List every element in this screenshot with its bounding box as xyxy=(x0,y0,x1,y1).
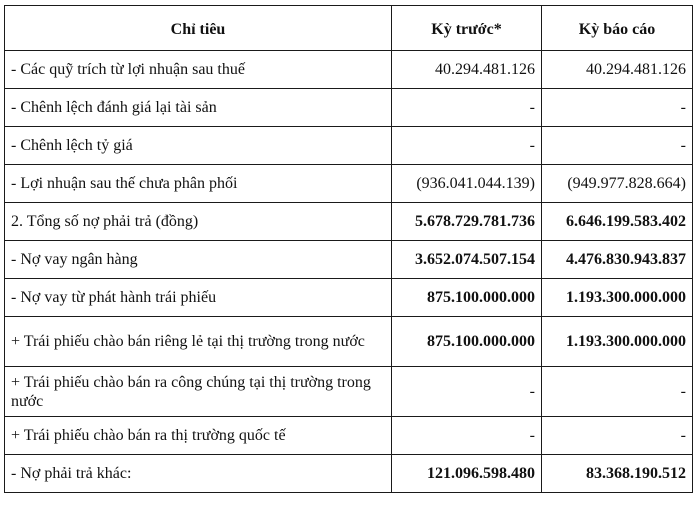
row-previous-value: 875.100.000.000 xyxy=(392,279,542,317)
table-row xyxy=(5,367,693,417)
table-row xyxy=(5,89,693,127)
row-current-value: - xyxy=(542,367,693,417)
row-current-value: 1.193.300.000.000 xyxy=(542,279,693,317)
row-current-value: 40.294.481.126 xyxy=(542,51,693,89)
row-label: - Nợ phải trả khác: xyxy=(5,455,392,493)
row-previous-value: 5.678.729.781.736 xyxy=(392,203,542,241)
row-label: - Chênh lệch đánh giá lại tài sản xyxy=(5,89,392,127)
row-label: - Nợ vay ngân hàng xyxy=(5,241,392,279)
row-label: + Trái phiếu chào bán riêng lẻ tại thị trường trong nước xyxy=(5,317,392,367)
row-label: 2. Tổng số nợ phải trả (đồng) xyxy=(5,203,392,241)
header-previous-period: Kỳ trước* xyxy=(392,6,542,51)
header-current-period: Kỳ báo cáo xyxy=(542,6,693,51)
row-current-value: 6.646.199.583.402 xyxy=(542,203,693,241)
table-row xyxy=(5,127,693,165)
row-current-value: - xyxy=(542,89,693,127)
row-label: - Lợi nhuận sau thế chưa phân phối xyxy=(5,165,392,203)
row-label: - Nợ vay từ phát hành trái phiếu xyxy=(5,279,392,317)
row-previous-value: (936.041.044.139) xyxy=(392,165,542,203)
row-previous-value: - xyxy=(392,367,542,417)
row-current-value: 4.476.830.943.837 xyxy=(542,241,693,279)
row-label: - Chênh lệch tỷ giá xyxy=(5,127,392,165)
table-row xyxy=(5,203,693,241)
row-label: + Trái phiếu chào bán ra công chúng tại thị trường trong nước xyxy=(5,367,392,417)
row-previous-value: 3.652.074.507.154 xyxy=(392,241,542,279)
table-header-row xyxy=(5,6,693,51)
row-previous-value: - xyxy=(392,89,542,127)
header-indicator: Chỉ tiêu xyxy=(5,6,392,51)
table-row xyxy=(5,51,693,89)
row-previous-value: 121.096.598.480 xyxy=(392,455,542,493)
row-current-value: 83.368.190.512 xyxy=(542,455,693,493)
row-previous-value: 40.294.481.126 xyxy=(392,51,542,89)
row-label: + Trái phiếu chào bán ra thị trường quốc tế xyxy=(5,417,392,455)
row-current-value: 1.193.300.000.000 xyxy=(542,317,693,367)
row-current-value: - xyxy=(542,417,693,455)
table-row xyxy=(5,279,693,317)
table-row xyxy=(5,417,693,455)
table-row xyxy=(5,165,693,203)
row-previous-value: - xyxy=(392,127,542,165)
financial-table xyxy=(4,5,693,493)
table-row xyxy=(5,455,693,493)
row-label: - Các quỹ trích từ lợi nhuận sau thuế xyxy=(5,51,392,89)
row-current-value: (949.977.828.664) xyxy=(542,165,693,203)
table-row xyxy=(5,241,693,279)
table-row xyxy=(5,317,693,367)
row-previous-value: 875.100.000.000 xyxy=(392,317,542,367)
row-previous-value: - xyxy=(392,417,542,455)
row-current-value: - xyxy=(542,127,693,165)
